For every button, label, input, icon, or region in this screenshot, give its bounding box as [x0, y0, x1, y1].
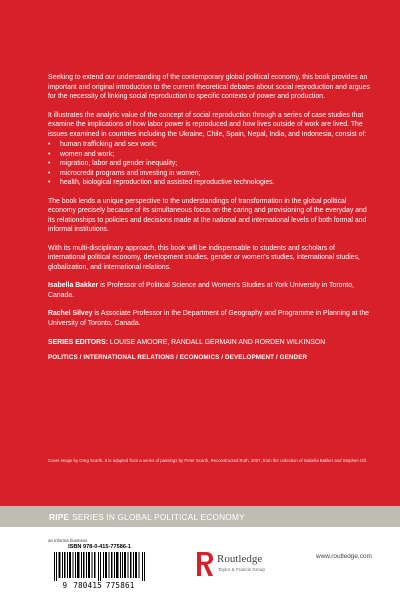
- publisher-website: www.routledge.com: [316, 553, 372, 560]
- barcode-digits: [48, 581, 151, 590]
- informa-tagline: an informa business: [48, 538, 88, 543]
- isbn-label: ISBN 978-0-415-77586-1: [68, 544, 131, 550]
- topic-item: • health, biological reproduction and assisted reproductive technologies.: [48, 178, 374, 188]
- author-bio-bakker: [48, 281, 374, 300]
- barcode-group-1: 780415: [73, 581, 102, 590]
- series-editors-names: LOUISE AMOORE, RANDALL GERMAIN AND RORDEN WILKINSON: [108, 339, 326, 346]
- description-paragraph-2: It illustrates the analytic value of the concept of social reproduction through a series of case studies that examine the implications of how labor power is reproduced and how lives outside of work are lived. The issues examined in countries including the Ukraine, Chile, Spain, Nepal, India, and Indonesia, consist of:: [48, 111, 367, 138]
- series-name: SERIES IN GLOBAL POLITICAL ECONOMY: [72, 511, 245, 522]
- subject-categories: POLITICS / INTERNATIONAL RELATIONS / ECONOMICS / DEVELOPMENT / GENDER: [48, 353, 308, 361]
- topic-item: • human trafficking and sex work;: [48, 140, 374, 150]
- series-title: [49, 512, 245, 522]
- cover-image-credit: Cover image by Greg Scarth. It is adapted from a series of paintings by Peter Scarth, Reconstructed Roth, 2007, from the collection of Isabella Bakker and Stephen Gill.: [48, 458, 368, 463]
- topics-list: [48, 140, 374, 188]
- barcode-group-2: 775861: [105, 581, 135, 590]
- barcode-bars: [54, 552, 145, 581]
- publisher-group: Taylor & Francis Group: [218, 567, 265, 572]
- routledge-r-icon: [195, 550, 215, 578]
- series-editors: [48, 338, 374, 348]
- author-name: Rachel Silvey: [48, 310, 93, 317]
- series-ripe: RIPE: [49, 511, 70, 522]
- author-bio-text: is Associate Professor in the Department of Geography and Programme in Planning at the University of Toronto, Canada.: [48, 310, 369, 327]
- topic-item: • migration, labor and gender inequality;: [48, 159, 374, 169]
- publisher-logo: [195, 550, 305, 580]
- description-paragraph-3: The book lends a unique perspective to the understandings of transformation in the global political economy precisely because of its simultaneous focus on the caring and provisioning of the everyday and its relationships to policies and decisions made at the national and international levels of both formal and informal institutions.: [48, 197, 367, 233]
- series-banner: [0, 506, 400, 527]
- description-paragraph-1: Seeking to extend our understanding of the contemporary global political economy, this book provides an important and original introduction to the current theoretical debates about social reproduction and argues for the necessity of linking social reproduction to specific contexts of power and production.: [48, 74, 370, 100]
- author-bio-silvey: [48, 309, 374, 328]
- topic-item: • microcredit programs and investing in women;: [48, 169, 374, 179]
- description-paragraph-4: With its multi-disciplinary approach, this book will be indispensable to students and scholars of international political economy, development studies, gender or women's studies, international studies, globalization, and international relations.: [48, 244, 360, 271]
- description-content: [48, 73, 374, 361]
- series-editors-label: SERIES EDITORS:: [48, 339, 108, 346]
- author-name: Isabella Bakker: [48, 282, 99, 289]
- publisher-strip: [0, 527, 400, 600]
- barcode-lead-digit: 9: [62, 581, 68, 590]
- author-bio-text: is Professor of Political Science and Women's Studies at York University in Toronto, Canada.: [48, 282, 354, 299]
- topic-item: • women and work;: [48, 150, 374, 160]
- publisher-name: Routledge: [217, 553, 263, 565]
- barcode: [48, 544, 151, 592]
